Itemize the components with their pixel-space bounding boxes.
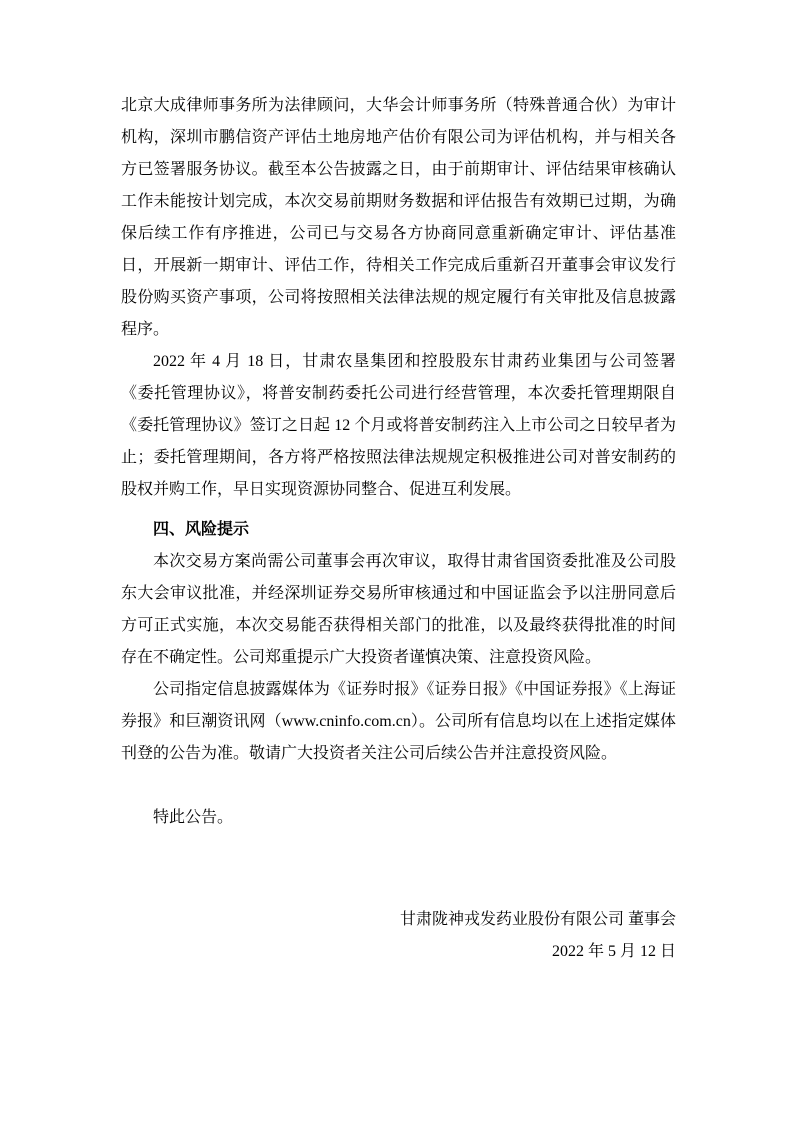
section-heading-risk-notice: 四、风险提示 <box>153 521 250 538</box>
signature-company-board: 甘肃陇神戎发药业股份有限公司 董事会 <box>399 911 676 928</box>
signature-date: 2022 年 5 月 12 日 <box>551 943 676 960</box>
paragraph-disclosure-media: 公司指定信息披露媒体为《证券时报》《证券日报》《中国证券报》《上海证券报》和巨潮资讯网（www.cninfo.com.cn）。公司所有信息均以在上述指定媒体刊登的公告为准。敬请广大投资者关注公司后续公告并注意投资风险。 <box>121 681 676 762</box>
signature-block <box>121 904 676 968</box>
paragraph-advisors: 北京大成律师事务所为法律顾问，大华会计师事务所（特殊普通合伙）为审计机构，深圳市鹏信资产评估土地房地产估价有限公司为评估机构，并与相关各方已签署服务协议。截至本公告披露之日，由于前期审计、评估结果审核确认工作未能按计划完成，本次交易前期财务数据和评估报告有效期已过期，为确保后续工作有序推进，公司已与交易各方协商同意重新确定审计、评估基准日，开展新一期审计、评估工作，待相关工作完成后重新召开董事会审议发行股份购买资产事项，公司将按照相关法律法规的规定履行有关审批及信息披露程序。 <box>121 97 676 338</box>
paragraph-risk-notice: 本次交易方案尚需公司董事会再次审议，取得甘肃省国资委批准及公司股东大会审议批准，并经深圳证券交易所审核通过和中国证监会予以注册同意后方可正式实施，本次交易能否获得相关部门的批准，以及最终获得批准的时间存在不确定性。公司郑重提示广大投资者谨慎决策、注意投资风险。 <box>121 553 676 666</box>
closing-statement: 特此公告。 <box>153 809 234 826</box>
paragraph-entrustment-agreement: 2022 年 4 月 18 日，甘肃农垦集团和控股股东甘肃药业集团与公司签署《委托管理协议》，将普安制药委托公司进行经营管理，本次委托管理期限自《委托管理协议》签订之日起 12 个月或将普安制药注入上市公司之日较早者为止；委托管理期间，各方将严格按照法律法规规定积极推进公司对普安制药的股权并购工作，早日实现资源协同整合、促进互利发展。 <box>121 353 676 498</box>
